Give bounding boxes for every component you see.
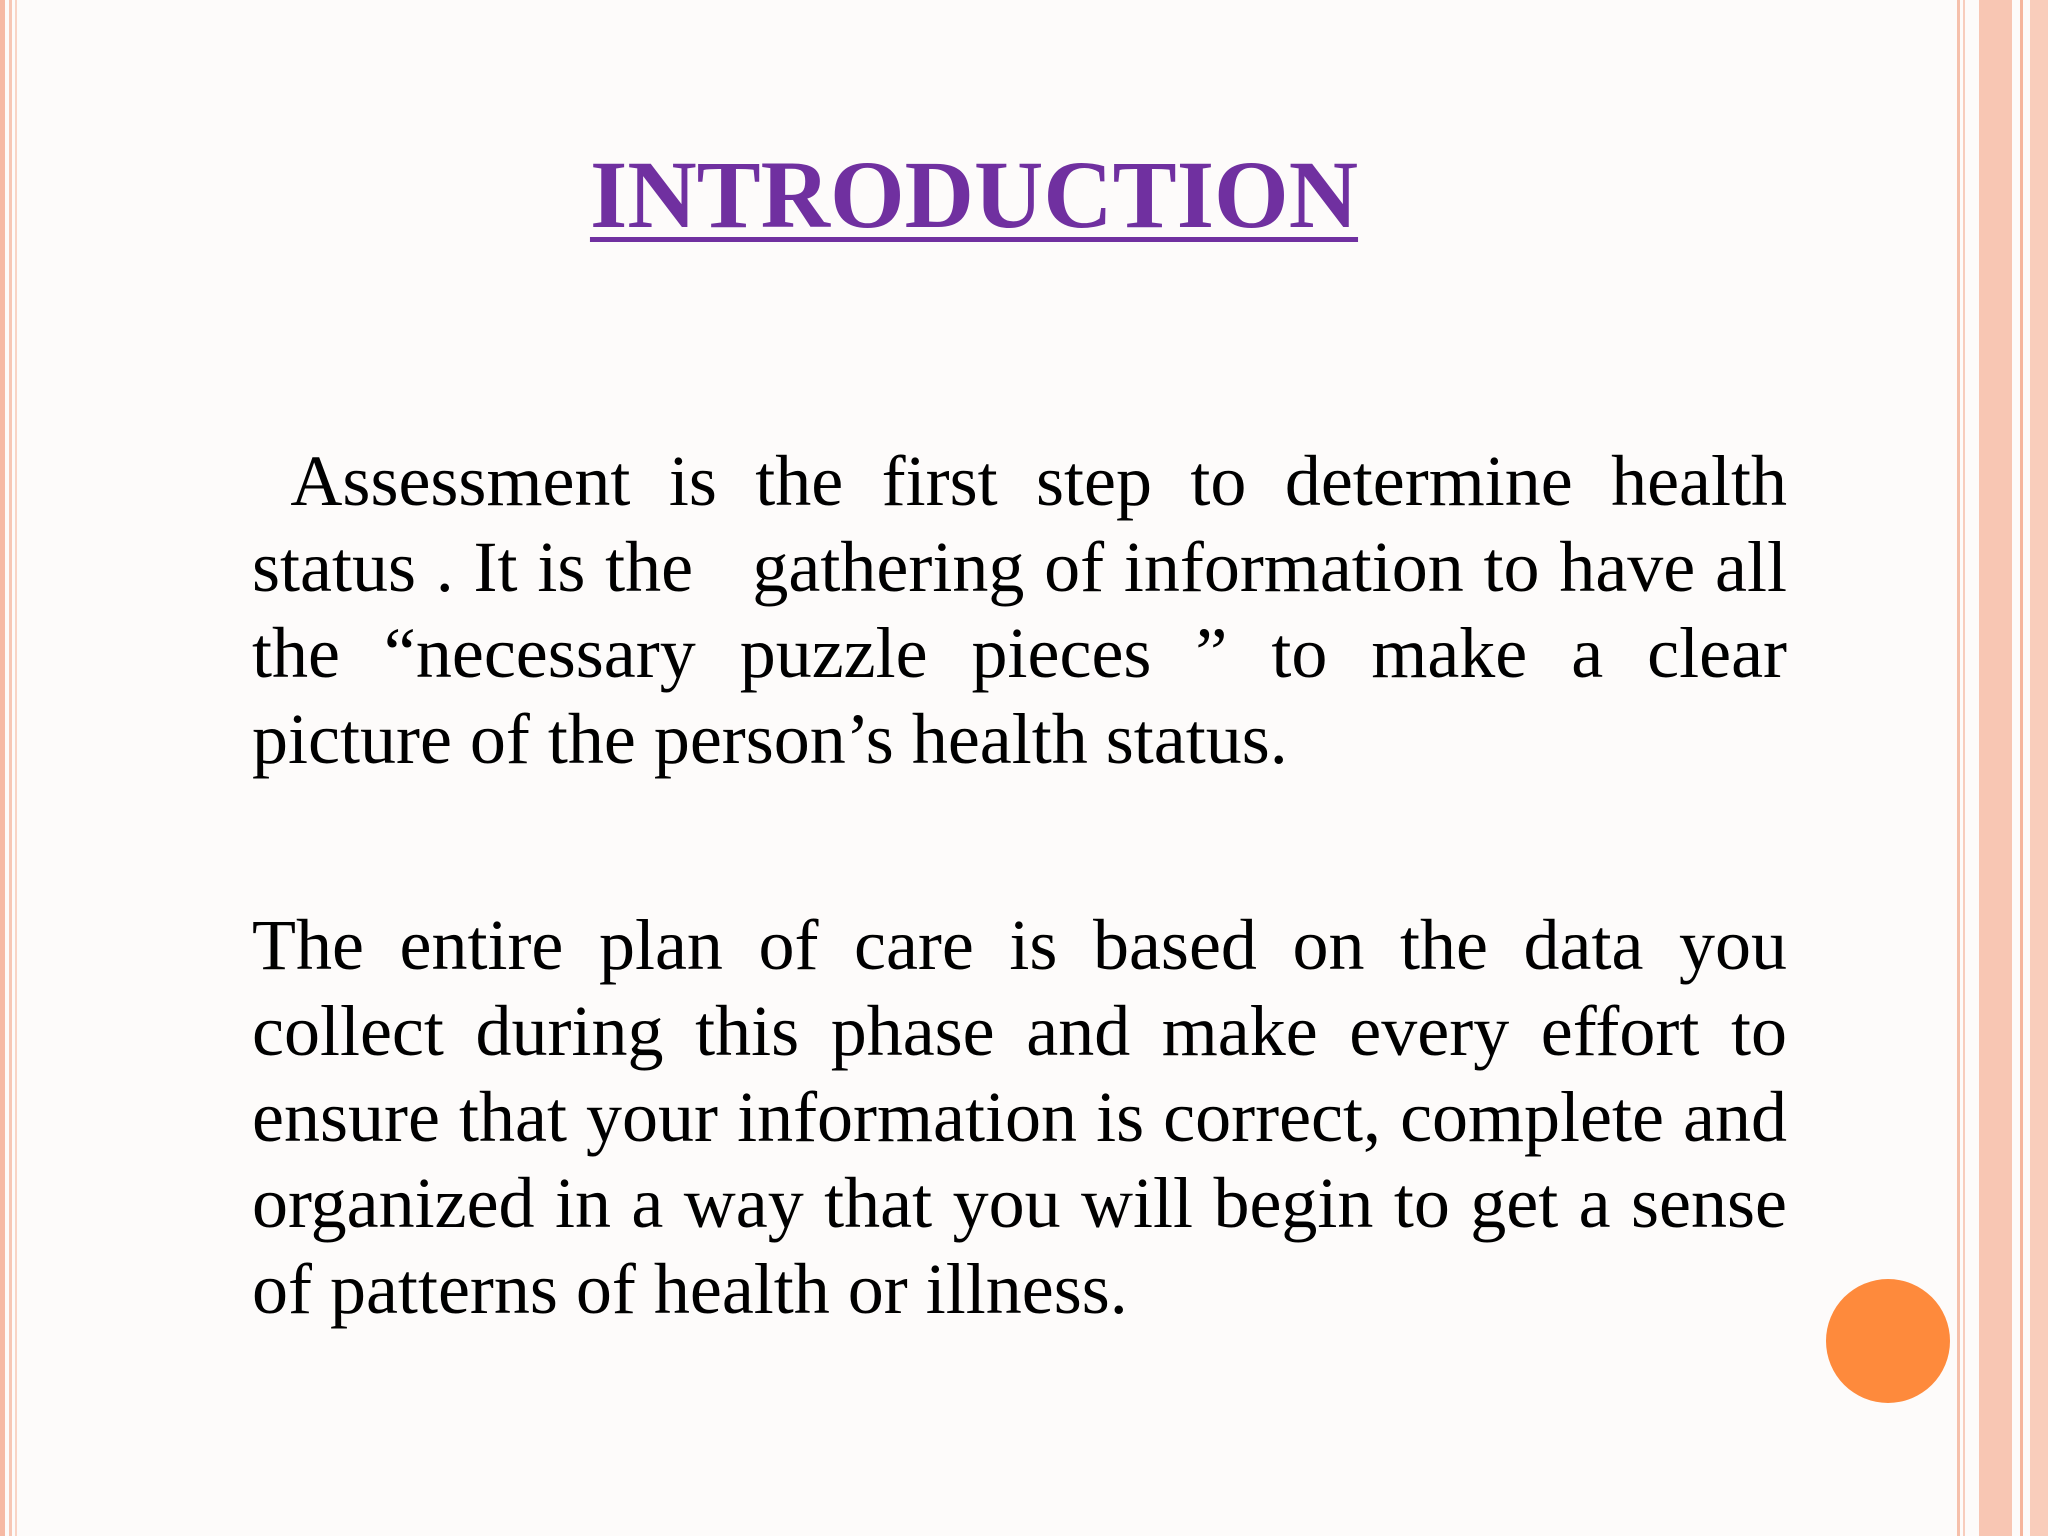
decorative-orange-circle — [1826, 1279, 1950, 1403]
slide-title: INTRODUCTION — [589, 141, 1359, 248]
right-border-line — [1957, 0, 1960, 1536]
right-border-line — [2020, 0, 2023, 1536]
right-border-line — [1963, 0, 1965, 1536]
body-paragraph-assessment: Assessment is the first step to determine health status . It is the gathering of information to have all the “necessary puzzle pieces ” to make a clear picture of the person’s health status. — [252, 441, 1806, 779]
right-border-band — [1979, 0, 2012, 1536]
body-paragraph-plan-of-care: The entire plan of care is based on the data you collect during this phase and make every effort to ensure that your information is correct, complete and organized in a way that you will begin to get a sense of patterns of health or illness. — [252, 905, 1805, 1329]
right-border-edge — [2030, 0, 2048, 1536]
